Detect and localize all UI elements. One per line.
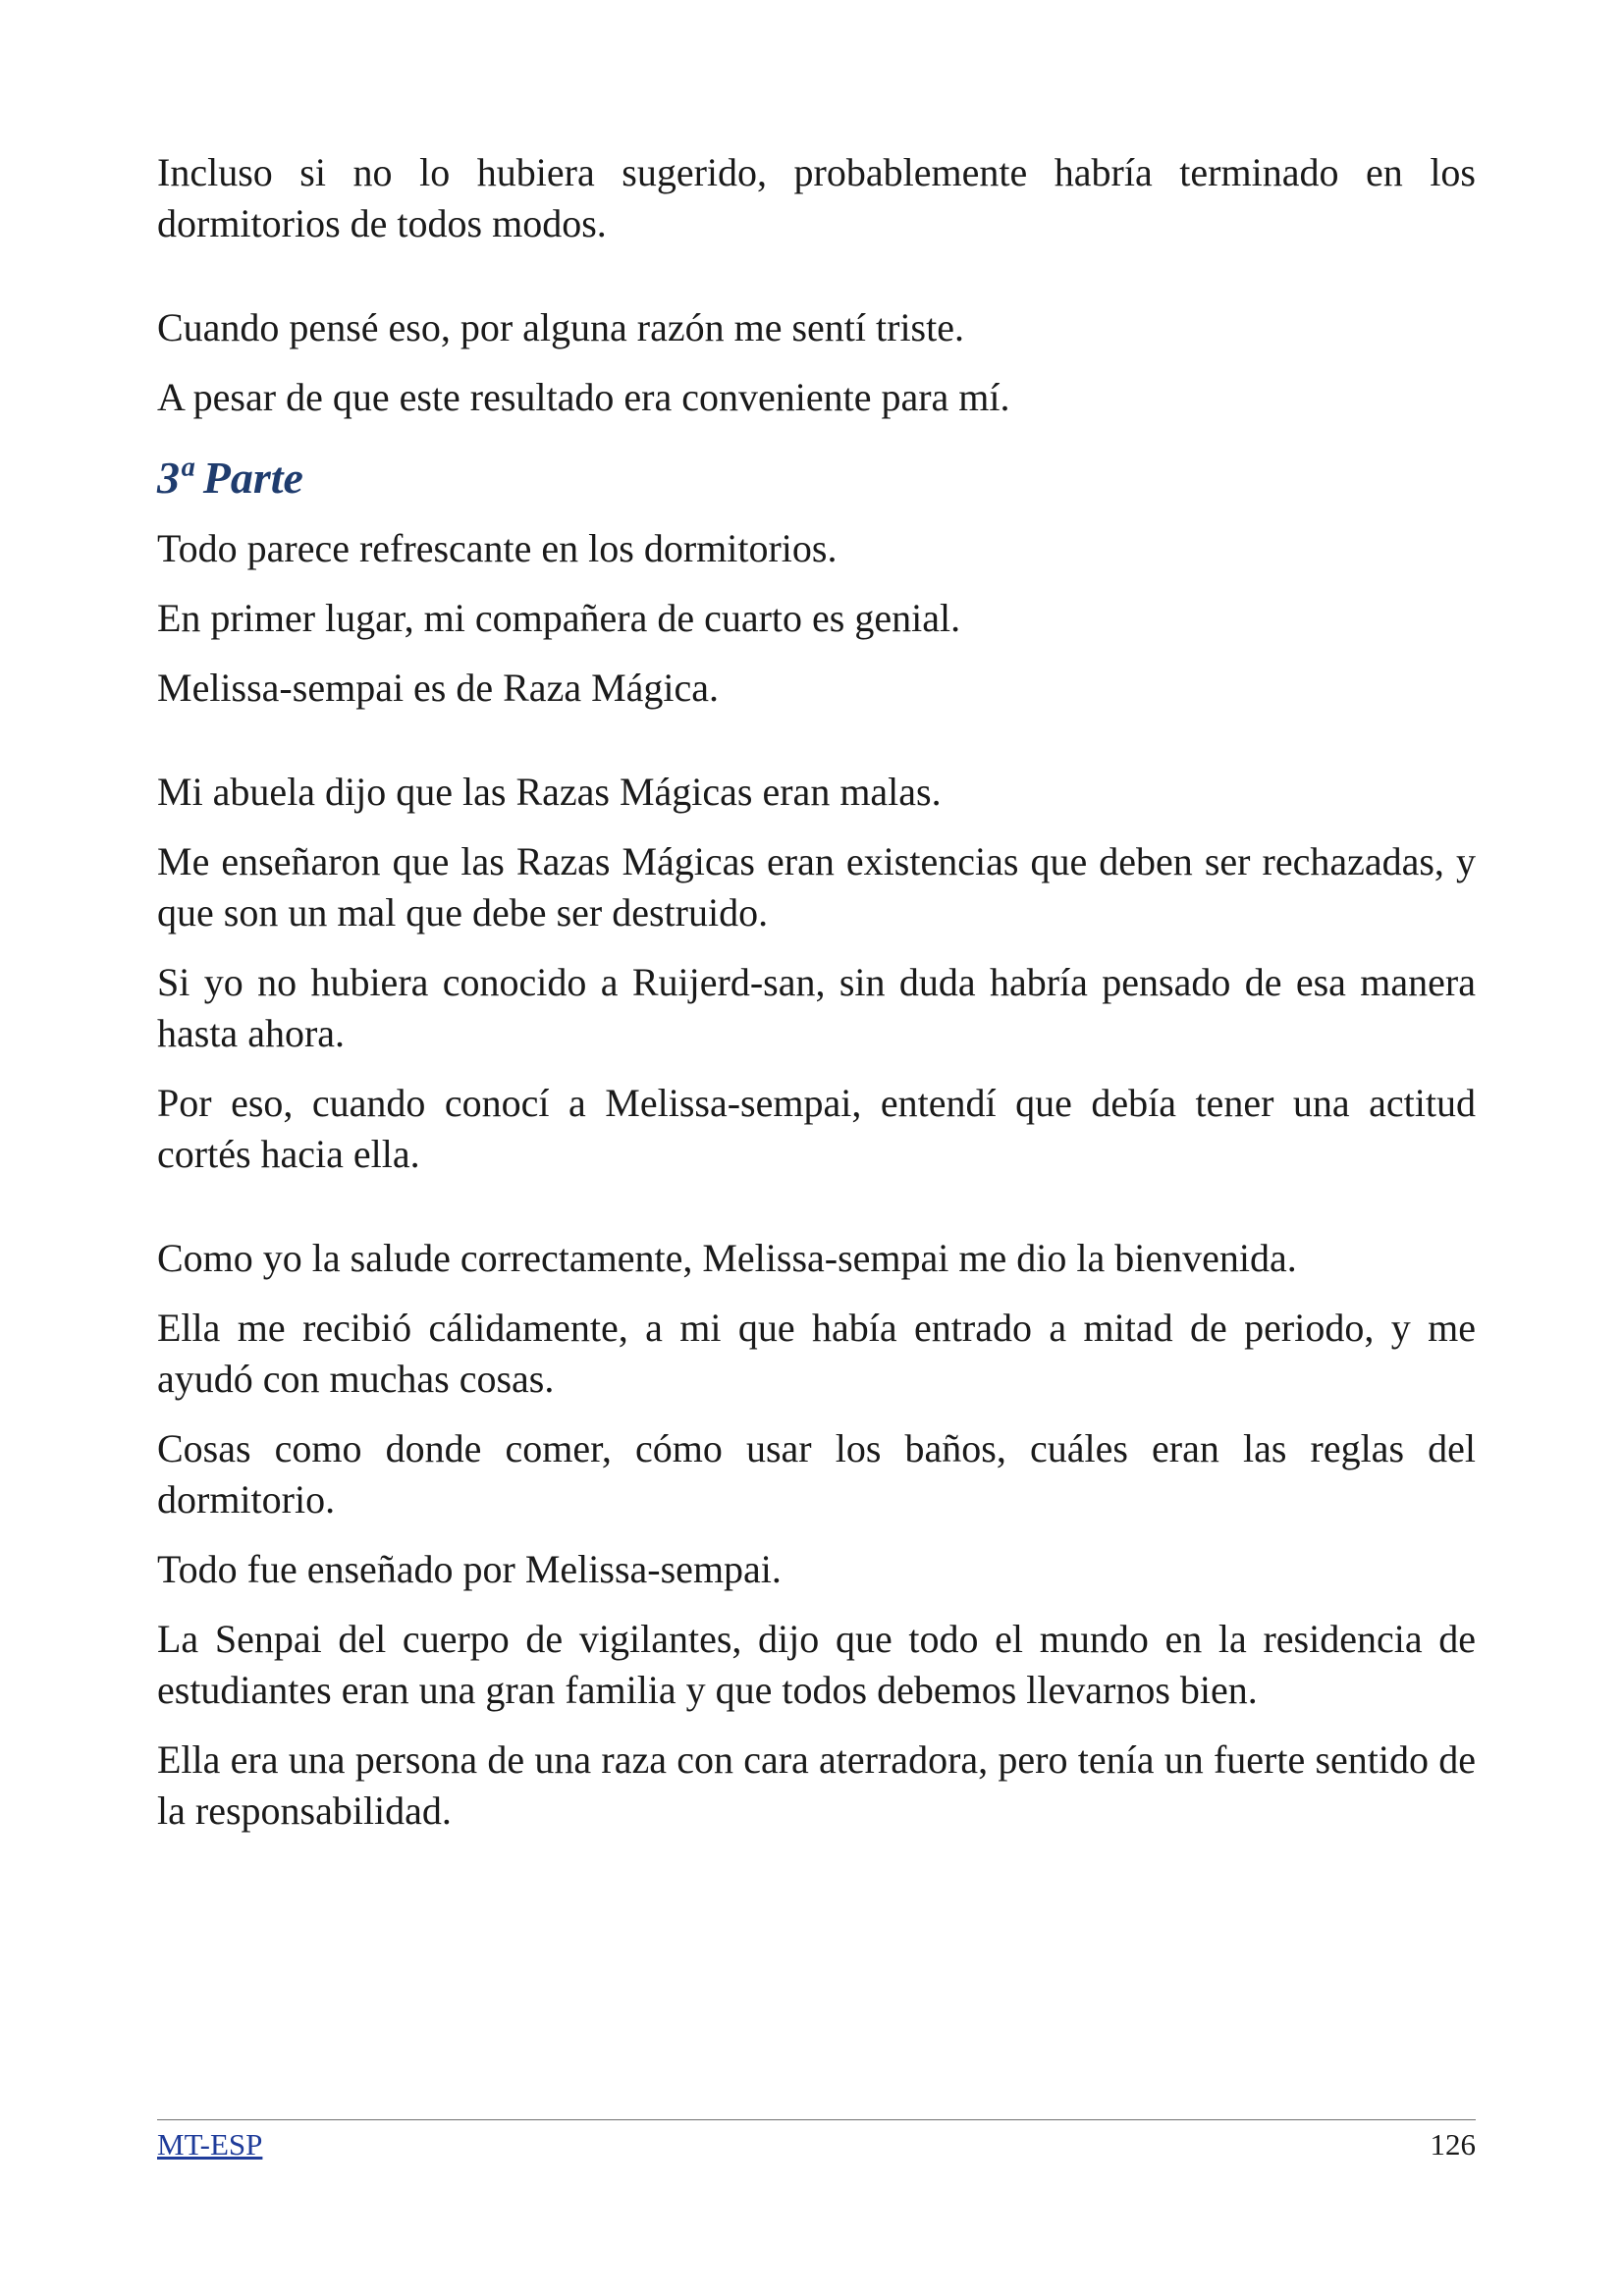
paragraph: Por eso, cuando conocí a Melissa-sempai, entendí que debía tener una actitud cortés hacia ella. bbox=[157, 1081, 1476, 1176]
paragraph: Mi abuela dijo que las Razas Mágicas eran malas. bbox=[157, 770, 942, 814]
page-body bbox=[157, 147, 1476, 1837]
paragraph: Todo fue enseñado por Melissa-sempai. bbox=[157, 1547, 782, 1591]
page-number: 126 bbox=[1430, 2127, 1476, 2162]
paragraph: Como yo la salude correctamente, Melissa-sempai me dio la bienvenida. bbox=[157, 1236, 1297, 1280]
page-footer bbox=[157, 2119, 1476, 2163]
footer-link[interactable]: MT-ESP bbox=[157, 2127, 263, 2162]
paragraph: Melissa-sempai es de Raza Mágica. bbox=[157, 666, 720, 710]
paragraph: A pesar de que este resultado era conveniente para mí. bbox=[157, 375, 1010, 419]
paragraph: La Senpai del cuerpo de vigilantes, dijo que todo el mundo en la residencia de estudiantes eran una gran familia y que todos debemos llevarnos bien. bbox=[157, 1617, 1476, 1712]
section-heading: 3ª Parte bbox=[157, 453, 303, 503]
paragraph: Todo parece refrescante en los dormitorios. bbox=[157, 526, 838, 570]
paragraph: Cuando pensé eso, por alguna razón me sentí triste. bbox=[157, 305, 964, 349]
paragraph: Me enseñaron que las Razas Mágicas eran existencias que deben ser rechazadas, y que son un mal que debe ser destruido. bbox=[157, 839, 1476, 934]
paragraph: Incluso si no lo hubiera sugerido, probablemente habría terminado en los dormitorios de todos modos. bbox=[157, 150, 1476, 245]
paragraph: Ella me recibió cálidamente, a mi que había entrado a mitad de periodo, y me ayudó con muchas cosas. bbox=[157, 1306, 1476, 1401]
paragraph: Ella era una persona de una raza con cara aterradora, pero tenía un fuerte sentido de la responsabilidad. bbox=[157, 1737, 1476, 1833]
paragraph: Cosas como donde comer, cómo usar los baños, cuáles eran las reglas del dormitorio. bbox=[157, 1426, 1476, 1522]
paragraph: Si yo no hubiera conocido a Ruijerd-san, sin duda habría pensado de esa manera hasta ahora. bbox=[157, 960, 1476, 1055]
paragraph: En primer lugar, mi compañera de cuarto es genial. bbox=[157, 596, 961, 640]
